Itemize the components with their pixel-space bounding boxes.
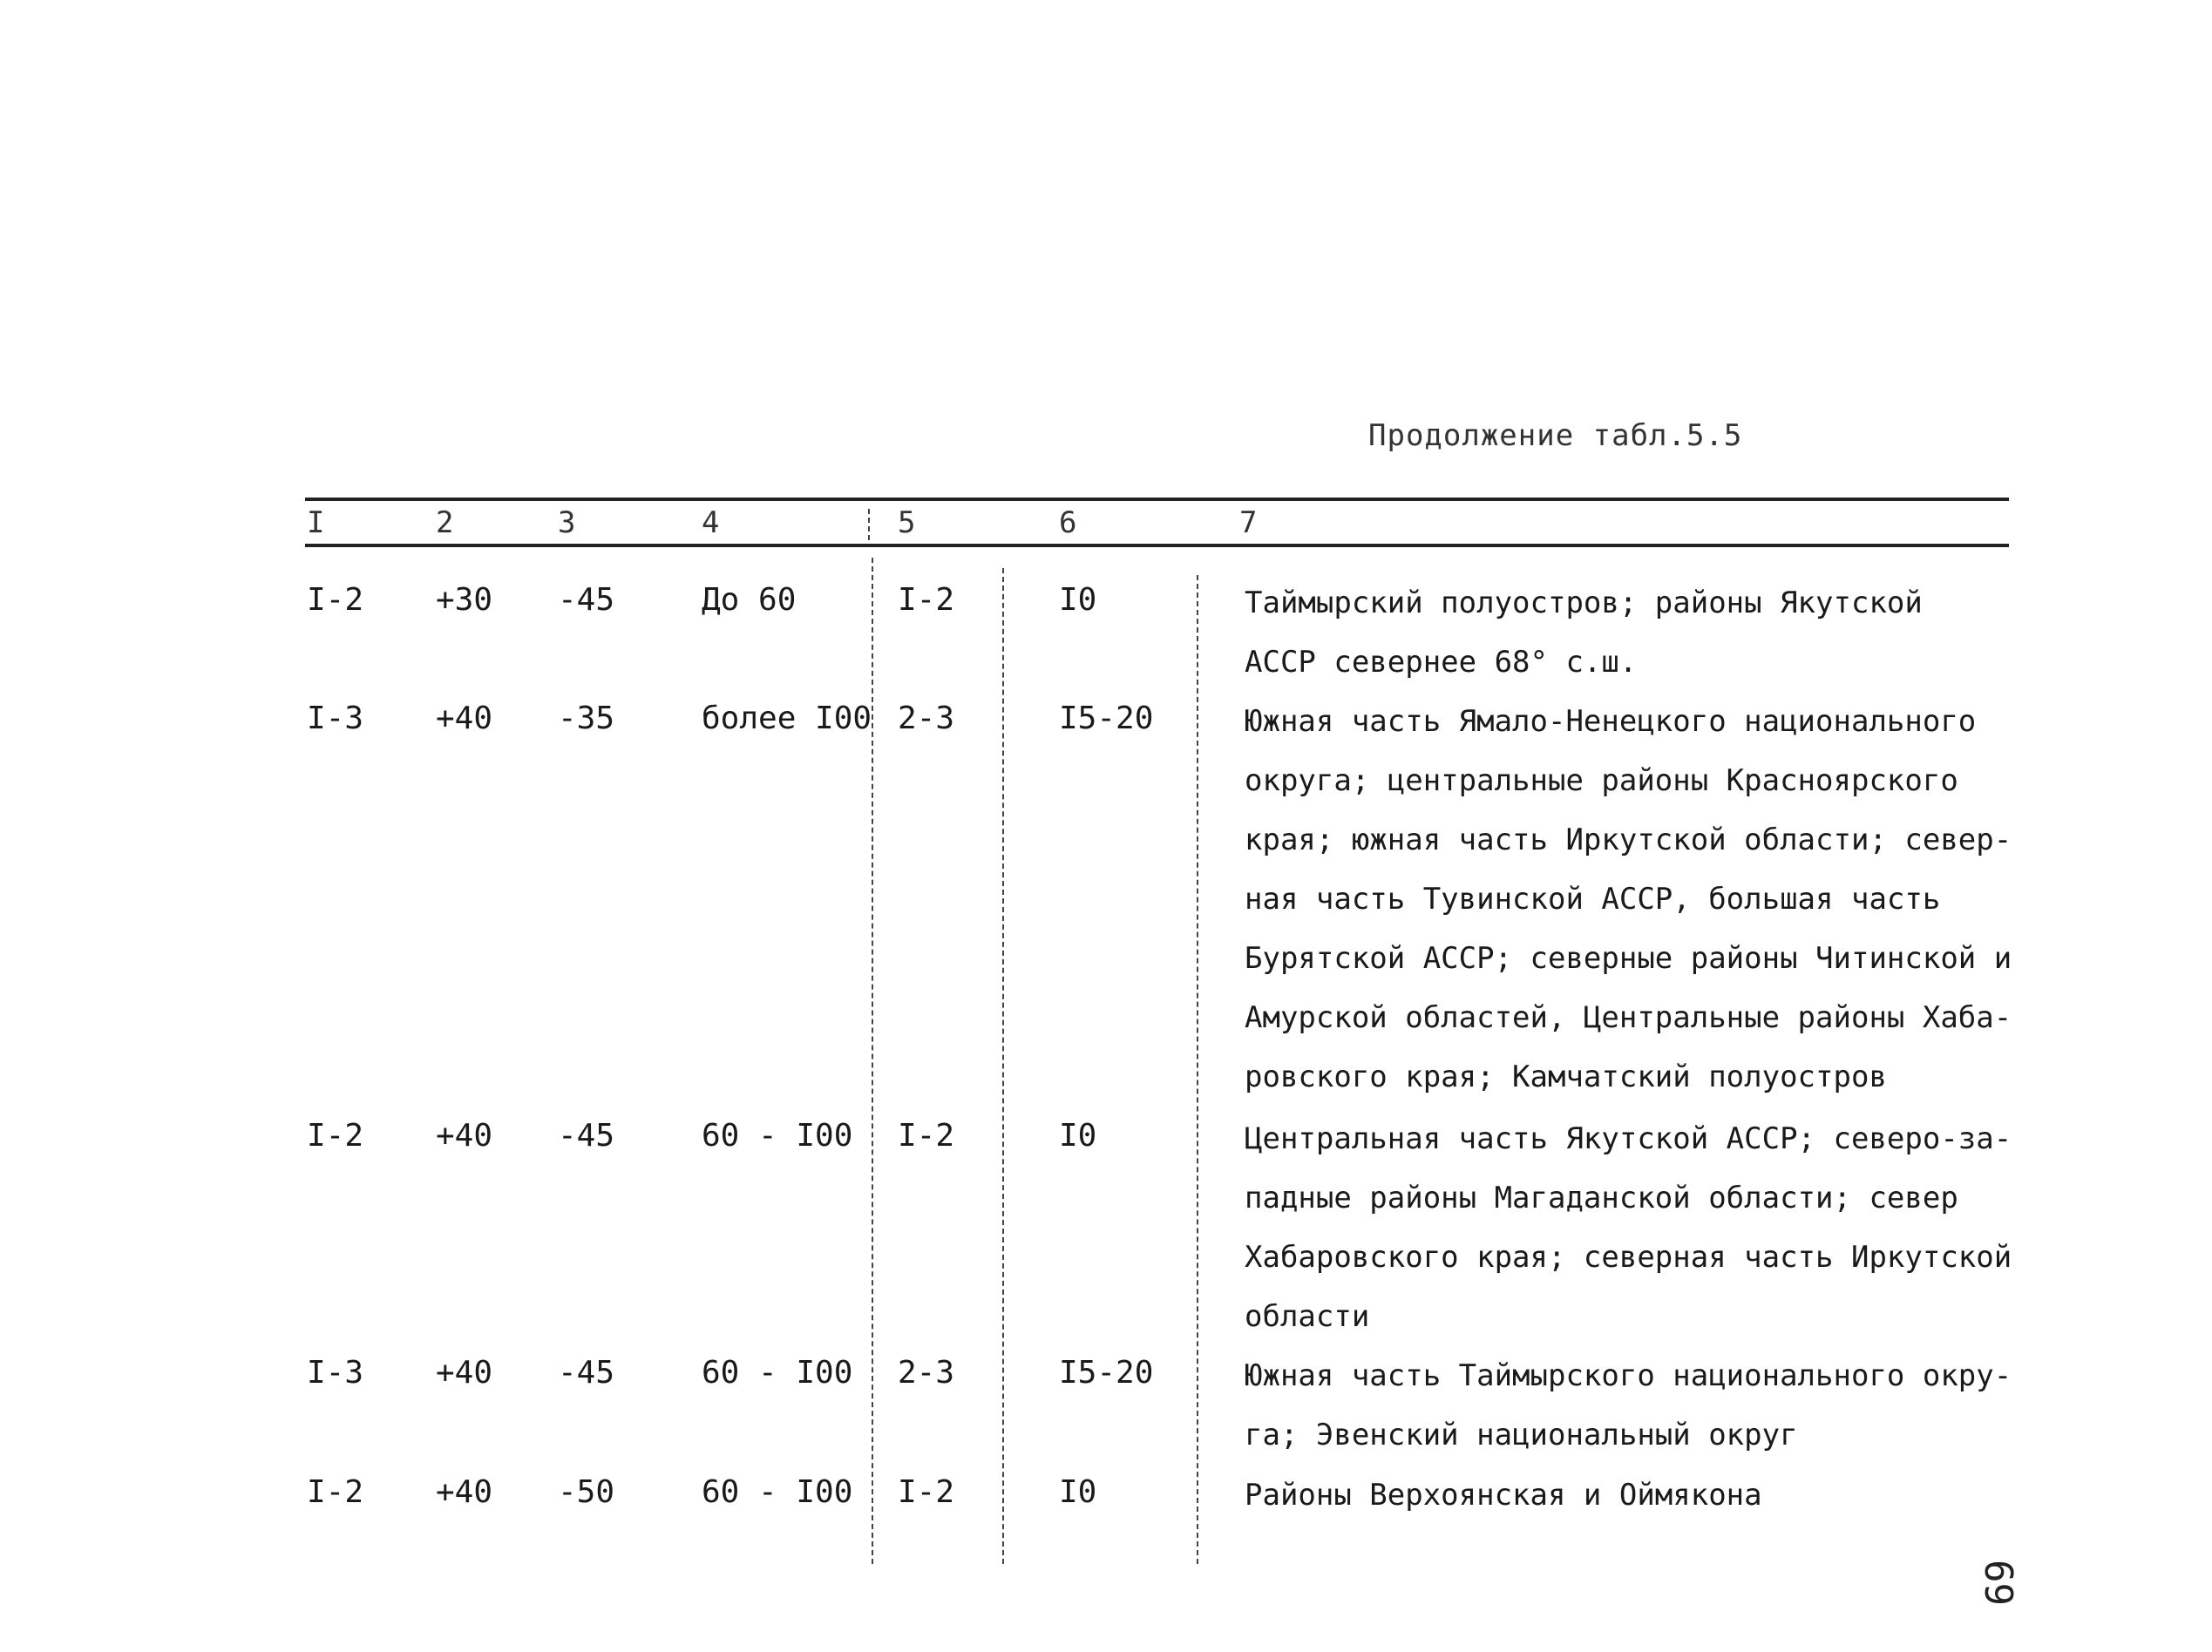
row4-col4: 60 - I00 [702,1355,853,1391]
header-col-2: 2 [436,505,454,540]
row1-col5: I-2 [898,582,955,618]
row3-col6: I0 [1059,1118,1097,1154]
row5-col3: -50 [558,1474,615,1510]
row3-col1: I-2 [307,1118,364,1154]
row3-col3: -45 [558,1118,615,1154]
header-col-7: 7 [1239,505,1258,540]
row5-col4: 60 - I00 [702,1474,853,1510]
row1-col6: I0 [1059,582,1097,618]
row3-col2: +40 [436,1118,493,1154]
row4-col1: I-3 [307,1355,364,1391]
table-top-rule [305,498,2009,501]
row3-col5: I-2 [898,1118,955,1154]
row1-col3: -45 [558,582,615,618]
header-col-4: 4 [702,505,720,540]
row3-region-description: Центральная часть Якутской АССР; северо-за- падные районы Магаданской области; север Хабаровского края; северная часть Иркутской области [1245,1121,2012,1334]
row5-col5: I-2 [898,1474,955,1510]
header-col-5: 5 [898,505,916,540]
row5-col1: I-2 [307,1474,364,1510]
row4-col6: I5-20 [1059,1355,1154,1391]
row2-col5: 2-3 [898,701,955,736]
column-divider-4-5 [872,558,873,1564]
row5-col2: +40 [436,1474,493,1510]
header-col-6: 6 [1059,505,1077,540]
table-header-rule [305,544,2009,547]
row3-col4: 60 - I00 [702,1118,853,1154]
row4-region-description: Южная часть Таймырского национального окру- га; Эвенский национальный округ [1245,1358,2012,1452]
header-col-1: I [307,505,325,540]
row2-col2: +40 [436,701,493,736]
row1-col2: +30 [436,582,493,618]
row2-col1: I-3 [307,701,364,736]
row4-col5: 2-3 [898,1355,955,1391]
row2-region-description: Южная часть Ямало-Ненецкого национального округа; центральные районы Красноярского края; южная часть Иркутской области; север- ная часть Тувинской АССР, большая часть Бурятской АССР; северные районы Читинской и Амурской областей, Центральные районы Хаба- ровского края; Камчатский полуостров [1245,704,2012,1094]
table-continuation-title: Продолжение табл.5.5 [1368,418,1743,453]
row4-col2: +40 [436,1355,493,1391]
column-divider-6-7 [1197,575,1198,1564]
row1-region-description: Таймырский полуостров; районы Якутской АССР севернее 68° с.ш. [1245,586,1923,680]
row5-col6: I0 [1059,1474,1097,1510]
row2-col3: -35 [558,701,615,736]
header-col-3: 3 [558,505,576,540]
row4-col3: -45 [558,1355,615,1391]
header-divider [868,509,870,540]
row2-col4: более I00 [702,701,872,736]
row1-col4: До 60 [702,582,797,618]
row2-col6: I5-20 [1059,701,1154,736]
page-number: 69 [1976,1560,2020,1606]
row5-region-description: Районы Верхоянская и Оймякона [1245,1478,1762,1513]
column-divider-5-6 [1002,568,1004,1564]
row1-col1: I-2 [307,582,364,618]
